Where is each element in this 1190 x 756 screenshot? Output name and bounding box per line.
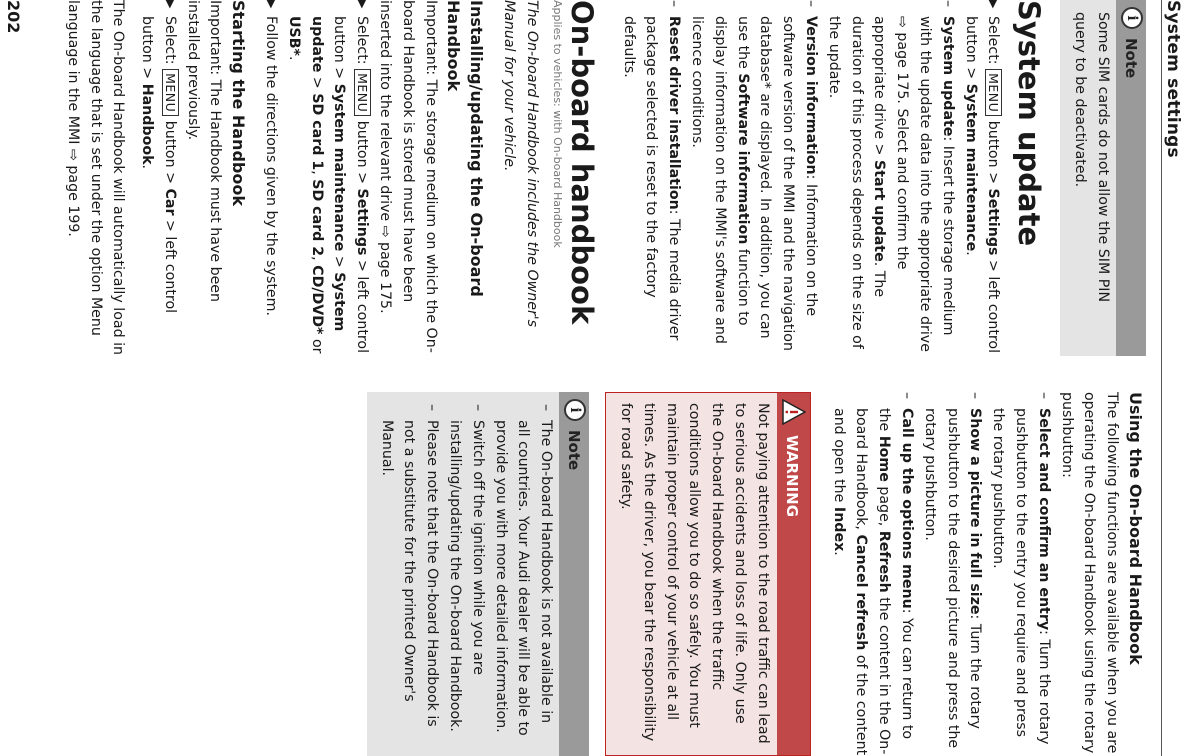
list-item: – Show a picture in full size: Turn the rotary pushbutton to the desired picture and press the rotary pushbutton. — [921, 392, 984, 749]
note-label: Note — [565, 430, 584, 471]
info-icon: i — [1121, 7, 1143, 29]
header-rule — [1161, 0, 1162, 756]
list-item: – Reset driver installation: The media driver package selected is reset to the factory defaults. — [620, 0, 683, 341]
menu-key: MENU — [985, 69, 1002, 116]
warning-text: Not paying attention to the road traffic can lead to serious accidents and loss of life. Only use the On-board Handbook when the traffic conditions allow you to do so safely. You must maintain proper control of your vehicle at all times. As the driver, you bear the responsibility for road safety. — [618, 403, 771, 744]
menu-key: MENU — [354, 69, 371, 116]
info-icon: i — [564, 399, 586, 421]
section-header-title: System settings — [1163, 0, 1183, 158]
warning-box — [605, 392, 811, 756]
warning-header — [777, 393, 810, 755]
warning-triangle-icon — [782, 399, 806, 425]
start-heading: Starting the Handbook — [229, 0, 249, 206]
left-column — [61, 0, 1146, 356]
menu-key: MENU — [162, 69, 179, 116]
step-arrow-icon: ▶ — [356, 0, 370, 9]
start-text: Important: The Handbook must have been installed previously. — [184, 0, 224, 303]
follow-step: ▶ Follow the directions given by the system. — [259, 0, 282, 356]
note-text: Some SIM cards do not allow the SIM PIN query to be deactivated. — [1072, 12, 1111, 303]
onboard-intro: The On-board Handbook includes the Owner's Manual for your vehicle. — [501, 0, 540, 328]
list-item: – Version information: Information on the software version of the MMI and the navigation database* are displayed. In addition, you can use the Software information function to display information on the MMI's software and licence conditions. — [689, 0, 820, 351]
note-list-item: – The On-board Handbook is not available in all countries. Your Audi dealer will be able to provide you with more detailed information. — [492, 404, 555, 736]
note-header — [559, 392, 589, 756]
step-arrow-icon: ▶ — [987, 0, 1001, 9]
list-item: – System update: Insert the storage medium with the update data into the appropriate drive ⇨ page 175. Select and confirm the appropriate drive > Start update. The duration of this process depends on the size of the update. — [825, 0, 956, 352]
start-step: ▶ Select: MENU button > Car > left control button > Handbook. — [135, 0, 181, 356]
step-arrow-icon: ▶ — [265, 0, 279, 9]
list-item: – Select and confirm an entry: Turn the rotary pushbutton to the entry you require and press the rotary pushbutton. — [990, 392, 1052, 745]
right-column — [367, 392, 1146, 756]
applies-to: Applies to vehicles: with On-board Handbook — [550, 0, 564, 248]
note-list-item: – Switch off the ignition while you are installing/updating the On-board Handbook. — [447, 404, 486, 732]
page-number: 202 — [4, 0, 23, 34]
using-heading: Using the On-board Handbook — [1126, 392, 1145, 665]
onboard-handbook-title: On-board handbook — [564, 0, 599, 325]
system-update-title: System update — [1012, 0, 1047, 247]
note-header — [1116, 0, 1146, 356]
auto-load-text: The On-board Handbook will automatically load in the language that is set under the option Menu language in the MMI ⇨ page 199. — [64, 0, 127, 356]
install-step: ▶ Select: MENU button > Settings > left control button > System maintenance > System update > SD card 1, SD card 2, CD/DVD* or USB*. — [282, 0, 373, 356]
system-update-body — [617, 0, 1005, 356]
note-label: Note — [1122, 38, 1140, 79]
warning-label: WARNING — [782, 435, 801, 518]
note-box-handbook — [367, 392, 589, 756]
list-item: – Call up the options menu: You can return to the Home page, Refresh the content in the On-board Handbook, Cancel refresh of the content and open the Index. — [830, 392, 916, 756]
system-update-step: ▶ Select: MENU button > Settings > left control button > System maintenance. — [959, 0, 1005, 356]
install-heading: Installing/updating the On-board Handbook — [444, 0, 487, 297]
note-list-item: – Please note that the On-board Handbook is not a substitute for the printed Owner's Manual. — [378, 404, 441, 727]
step-arrow-icon: ▶ — [163, 0, 177, 9]
install-text: Important: The storage medium on which the On-board Handbook is stored must have been inserted into the relevant drive ⇨ page 175. — [377, 0, 439, 353]
note-box-sim — [1060, 0, 1146, 356]
using-intro: The following functions are available when you are operating the On-board Handbook using the rotary pushbutton: — [1058, 392, 1121, 754]
